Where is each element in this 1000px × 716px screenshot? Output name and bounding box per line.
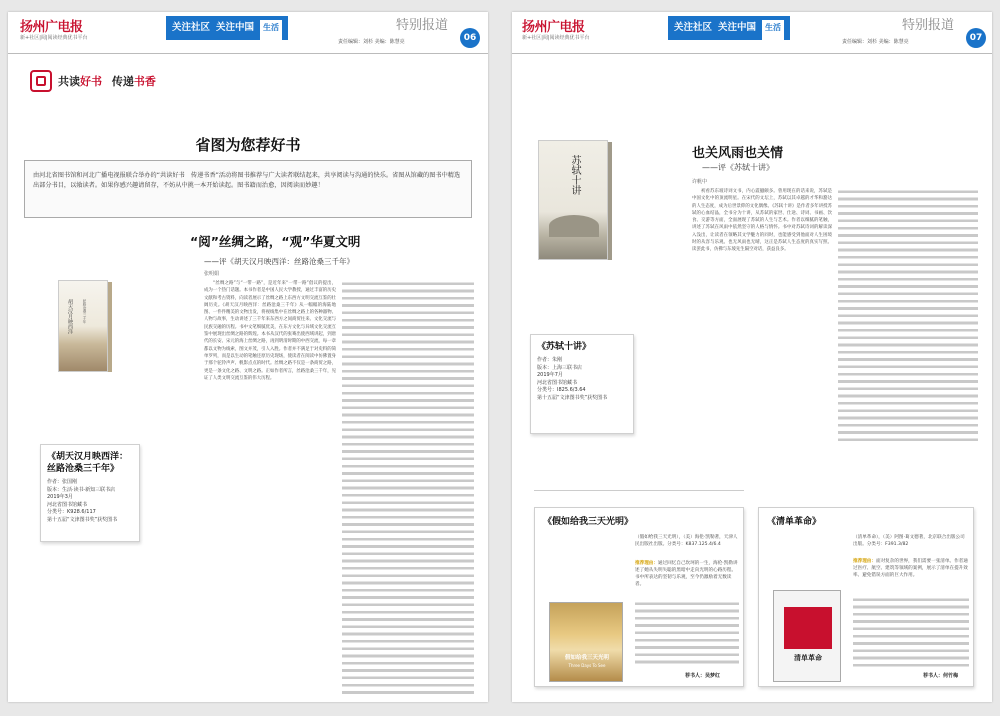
paper-sublogo: 新+社区|阅|阅读经典优书平台 bbox=[522, 35, 590, 41]
article-subtitle: ——评《胡天汉月映西洋：丝路沧桑三千年》 bbox=[204, 257, 354, 266]
column-title: 共读好书 传递书香 bbox=[58, 75, 156, 88]
page-number: 06 bbox=[460, 28, 480, 48]
column-seal-icon bbox=[30, 70, 52, 92]
recommend-signer: 荐书人：何竹梅 bbox=[923, 673, 959, 679]
editor-credit: 责任编辑：刘杉 美编：陈慧亮 bbox=[842, 39, 909, 45]
article-author: 张明娟 bbox=[204, 271, 220, 277]
recommend-title: 《清单革命》 bbox=[767, 517, 822, 527]
book-cover-sushi bbox=[538, 140, 608, 260]
paper-logo: 扬州广电报 bbox=[522, 20, 585, 35]
top-banner bbox=[166, 16, 288, 40]
recommend-signer: 荐书人：吴梦红 bbox=[685, 673, 721, 679]
book-meta: 作者：张国刚 版本：生活·读书·新知三联书店 2019年3月 河北省图书馆藏书 分类号：K928.6/117 第十五届“文津图书奖”获奖图书 bbox=[47, 479, 118, 523]
section-title: 特别报道 bbox=[396, 18, 449, 33]
top-banner bbox=[668, 16, 790, 40]
recommend-card-1 bbox=[534, 507, 744, 687]
cover-title: 胡天汉月映西洋 bbox=[67, 299, 73, 334]
main-headline: 省图为您荐好书 bbox=[195, 136, 301, 154]
book-info-card bbox=[40, 444, 140, 542]
left-page bbox=[8, 12, 488, 702]
article-body-col1: “丝绸之路”与“一带一路”，是近年来“一带一路”倡议的提出，成为一个热门话题。本书作者是中国人民大学教授，通过丰富的历史文献和考古资料，向读者展示了丝绸之路上东西方文明交流互鉴的壮阔历史。《胡天汉月映西洋：丝路沧桑三千年》从一幅幅的海陆地图、一件件精美的文物出发，将视线集中在丝绸之路上的各种器物、人物与故事，生动讲述了三千年来东西方之间商贸往来、文化交流与民族交融的历程。书中文笔细腻优美，在东方文化与异域文化交流互鉴中展现出丝绸之路的辉煌。本书从汉代的张骞出使西域讲起，到唐代的长安、宋元的海上丝绸之路，再到明清时期的中西交流，每一章都以文物为线索，图文并茂，引人入胜。作者并不满足于对史料的简单罗列，而是以生动的笔触还原历史现场，使读者在阅读中仿佛置身于那个驼铃声声、帆影点点的时代。丝绸之路不仅是一条商贸之路，更是一条文化之路、文明之路。正如作者所言，丝路沧桑三千年，见证了人类文明交流互鉴的伟大历程。 bbox=[204, 281, 336, 381]
section-title: 特别报道 bbox=[902, 18, 955, 33]
left-page-header bbox=[8, 12, 488, 54]
paper-sublogo: 新+社区|阅|阅读经典优书平台 bbox=[20, 35, 88, 41]
article-subtitle: ——评《苏轼十讲》 bbox=[702, 163, 774, 172]
book-info-card bbox=[530, 334, 634, 434]
book-cover-checklist: 清单革命 bbox=[773, 590, 841, 682]
banner-item-a: 关注社区 bbox=[172, 22, 211, 33]
banner-item-b: 关注中国 bbox=[216, 22, 255, 33]
page-number: 07 bbox=[966, 28, 986, 48]
mountain-illustration bbox=[549, 215, 599, 237]
recommend-card-2 bbox=[758, 507, 974, 687]
article-author: 许帆中 bbox=[692, 179, 708, 185]
banner-item-b: 关注中国 bbox=[718, 22, 757, 33]
cover-subtitle: 丝路沧桑三千年 bbox=[83, 299, 87, 324]
recommend-body: 推荐理由：通过回忆自己坎坷的一生，海伦·凯勒讲述了她从失明失聪的黑暗中走向光明的心路历程。书中所表达的坚韧与乐观，至今仍激励着无数读者。 bbox=[635, 561, 738, 587]
book-spine bbox=[108, 282, 112, 372]
banner-item-a: 关注社区 bbox=[674, 22, 713, 33]
book-cover-three-days: 假如给我三天光明 Three Days To See bbox=[549, 602, 623, 682]
recommend-meta: （清单革命），（美）阿图·葛文德著，北京联合出版公司出版。分类号：F391.3/82 bbox=[853, 535, 965, 547]
intro-box bbox=[24, 160, 472, 218]
article-title: “阅”丝绸之路，“观”华夏文明 bbox=[190, 234, 361, 249]
paper-logo: 扬州广电报 bbox=[20, 20, 83, 35]
article-title: 也关风雨也关情 bbox=[692, 146, 784, 161]
banner-item-c: 生活 bbox=[762, 20, 784, 40]
right-page bbox=[512, 12, 992, 702]
cover-title: 苏轼十讲 bbox=[569, 155, 580, 195]
book-title: 《胡天汉月映西洋：丝路沧桑三千年》 bbox=[47, 452, 129, 474]
recommend-title: 《假如给我三天光明》 bbox=[543, 517, 634, 527]
right-page-header bbox=[512, 12, 992, 54]
recommend-meta: （假如给我三天光明），（美）海伦·凯勒著，天津人民出版社出版。分类号：K837.125.4/6.4 bbox=[635, 535, 738, 547]
editor-credit: 责任编辑：刘杉 美编：陈慧亮 bbox=[338, 39, 405, 45]
book-meta: 作者：朱刚 版本：上海三联书店 2019年7月 河北省图书馆藏书 分类号：I825.6/3.64 第十五届“文津图书奖”获奖图书 bbox=[537, 357, 608, 401]
article-body-col2 bbox=[342, 280, 474, 698]
article-body-col2 bbox=[838, 188, 978, 444]
book-cover-hutian bbox=[58, 280, 108, 372]
intro-text: 由河北省图书馆和河北广播电视报联合举办的“共读好书 传递书香”活动将图书推荐与广大读者联结起来，共享阅读与沟通的快乐。省图从馆藏的图书中精选出部分书目，以飨读者。如果你感兴趣请留存，不妨从中挑一本开始读起。图书籍而治愈，因阅读而妙趣！ bbox=[33, 172, 461, 189]
book-spine bbox=[608, 142, 612, 260]
cover-red-block bbox=[784, 607, 832, 649]
banner-item-c: 生活 bbox=[260, 20, 282, 40]
book-title: 《苏轼十讲》 bbox=[537, 342, 592, 352]
recommend-body: 推荐理由：面对复杂的世界，我们需要一张清单。作者通过医疗、航空、建筑等领域的案例，展示了清单在提升效率、避免错误方面的巨大作用。 bbox=[853, 559, 968, 578]
article-body-col1: 初看苏东坡诗词文书，内心震撼颇多。曾用现在的话来说，苏轼是中国文化中的顶流明星。在宋代的文坛上，苏轼以其卓越的才华和豁达的人生态度，成为后世景仰的文化偶像。《苏轼十讲》是作者多年讲授苏轼的心血结晶，全书分为十讲，从苏轼的家世、仕途、诗词、书画、饮食、交游等方面，全面展现了苏轼的人生与艺术。作者以细腻的笔触，讲述了苏轼在风雨中依然坚守的人格与情怀。书中对苏轼诗词的解读深入浅出，让读者在领略其文学魅力的同时，也能感受到他面对人生困境时的从容与乐观。也无风雨也无晴，这正是苏轼人生态度的真实写照。读罢此书，仿佛与东坡先生隔空对话，获益良多。 bbox=[692, 189, 832, 253]
